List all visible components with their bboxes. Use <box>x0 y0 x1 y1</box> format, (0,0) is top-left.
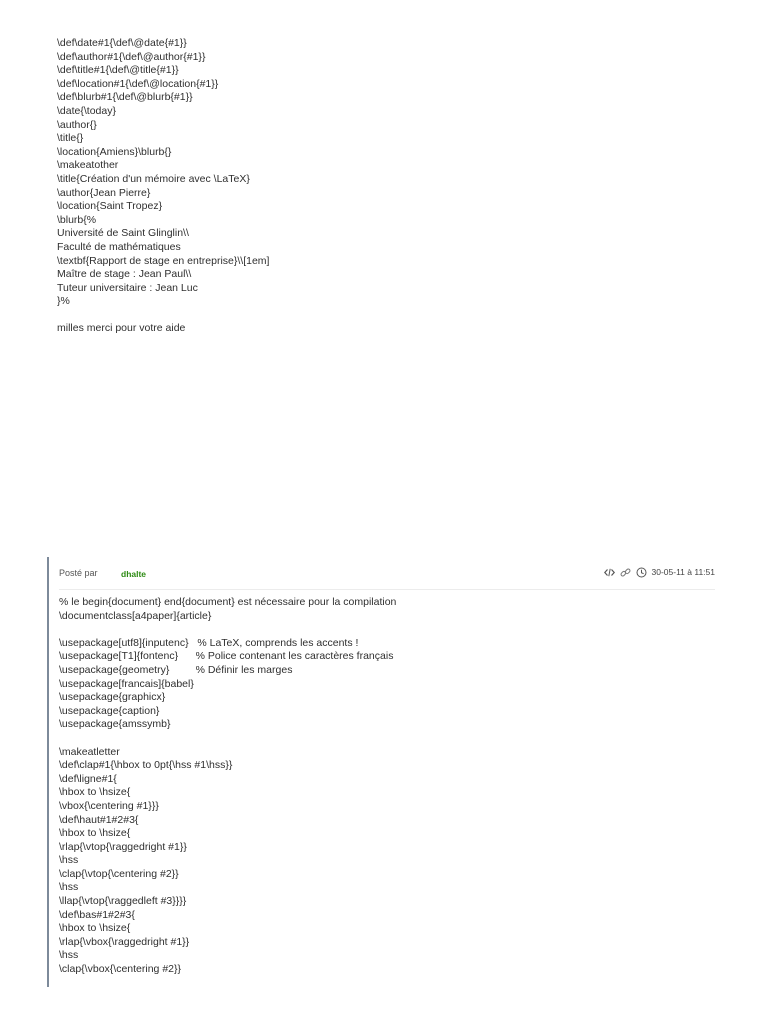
code-line: Faculté de mathématiques <box>57 240 181 253</box>
post-meta <box>604 565 715 579</box>
code-line: \llap{\vtop{\raggedleft #3}}}} <box>59 895 187 908</box>
code-line: \usepackage{caption} <box>59 704 160 717</box>
link-icon[interactable] <box>620 567 631 578</box>
code-line: \rlap{\vbox{\raggedright #1}} <box>59 935 190 948</box>
code-line: \usepackage{geometry} % Définir les marges <box>59 663 293 676</box>
code-line: Maître de stage : Jean Paul\\ <box>57 268 192 281</box>
code-line: \usepackage[T1]{fontenc} % Police contenant les caractères français <box>59 650 394 663</box>
code-line: \location{Saint Tropez} <box>57 200 163 213</box>
code-line: \author{Jean Pierre} <box>57 186 151 199</box>
code-line: \def\author#1{\def\@author{#1}} <box>57 50 206 63</box>
code-line: \makeatother <box>57 159 119 172</box>
code-line: \usepackage[utf8]{inputenc} % LaTeX, comprends les accents ! <box>59 636 359 649</box>
code-line: \def\clap#1{\hbox to 0pt{\hss #1\hss}} <box>59 759 233 772</box>
posted-by-label: Posté par <box>59 568 98 578</box>
code-line: \author{} <box>57 118 97 131</box>
code-line: \def\title#1{\def\@title{#1}} <box>57 64 179 77</box>
code-line: milles merci pour votre aide <box>57 322 186 335</box>
code-line: \date{\today} <box>57 104 116 117</box>
code-line: Tuteur universitaire : Jean Luc <box>57 281 198 294</box>
post-header <box>59 565 715 590</box>
code-line: \def\location#1{\def\@location{#1}} <box>57 77 219 90</box>
code-line: \clap{\vtop{\centering #2}} <box>59 867 179 880</box>
blank-line <box>59 732 699 746</box>
forum-post <box>47 557 715 987</box>
previous-post-body <box>57 37 707 336</box>
code-line: \hss <box>59 881 79 894</box>
code-line: \def\haut#1#2#3{ <box>59 813 139 826</box>
code-line: \hss <box>59 854 79 867</box>
code-line: \blurb{% <box>57 213 97 226</box>
code-line: \location{Amiens}\blurb{} <box>57 145 172 158</box>
code-line: \usepackage{amssymb} <box>59 718 171 731</box>
blank-line <box>57 309 707 323</box>
code-line: }% <box>57 295 70 308</box>
author-link[interactable]: dhalte <box>121 569 147 579</box>
post-timestamp: 30-05-11 à 11:51 <box>651 567 715 577</box>
code-line: \hbox to \hsize{ <box>59 922 131 935</box>
code-line: \def\bas#1#2#3{ <box>59 908 135 921</box>
code-line: \vbox{\centering #1}}} <box>59 799 159 812</box>
code-line: \clap{\vbox{\centering #2}} <box>59 963 182 976</box>
code-line: \hbox to \hsize{ <box>59 786 131 799</box>
code-line: \hss <box>59 949 79 962</box>
code-line: \documentclass[a4paper]{article} <box>59 609 212 622</box>
post-body <box>59 596 699 977</box>
code-line: \textbf{Rapport de stage en entreprise}\\[1em] <box>57 254 270 267</box>
code-line: \usepackage[francais]{babel} <box>59 677 194 690</box>
blank-line <box>59 623 699 637</box>
code-line: \def\date#1{\def\@date{#1}} <box>57 37 187 49</box>
code-icon[interactable] <box>604 568 615 577</box>
code-line: \makeatletter <box>59 745 120 758</box>
code-line: \def\ligne#1{ <box>59 772 117 785</box>
code-line: % le begin{document} end{document} est nécessaire pour la compilation <box>59 596 397 608</box>
code-line: Université de Saint Glinglin\\ <box>57 227 189 240</box>
clock-icon <box>636 567 647 578</box>
code-line: \hbox to \hsize{ <box>59 827 131 840</box>
code-line: \def\blurb#1{\def\@blurb{#1}} <box>57 91 193 104</box>
code-line: \rlap{\vtop{\raggedright #1}} <box>59 840 187 853</box>
code-line: \title{} <box>57 132 84 145</box>
code-line: \title{Création d'un mémoire avec \LaTeX} <box>57 172 250 185</box>
code-line: \usepackage{graphicx} <box>59 691 166 704</box>
